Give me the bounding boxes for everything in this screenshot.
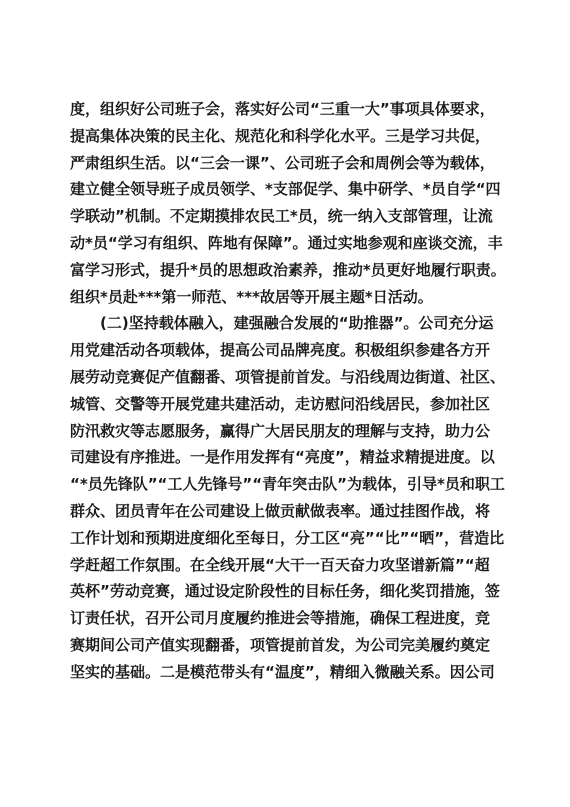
text-line: 学联动”机制。不定期摸排农民工*员，统一纳入支部管理，让流	[70, 207, 493, 226]
text-line: 动*员“学习有组织、阵地有保障”。通过实地参观和座谈交流，丰	[70, 233, 503, 252]
text-line: 富学习形式，提升*员的思想政治素养，推动*员更好地履行职责。	[70, 260, 506, 279]
text-line: 度，组织好公司班子会，落实好公司“三重一大”事项具体要求，	[70, 100, 495, 118]
text-line: 城管、交警等开展党建共建活动，走访慰问沿线居民，参加社区	[70, 394, 491, 413]
text-line: 组织*员赴***第一师范、***故居等开展主题*日活动。	[70, 287, 433, 306]
text-line: 展劳动竞赛促产值翻番、项管提前首发。与沿线周边街道、社区、	[70, 367, 506, 386]
text-line: 司建设有序推进。一是作用发挥有“亮度”，精益求精提进度。以	[70, 448, 495, 467]
section-heading-line: (二)坚持载体融入，建强融合发展的“助推器”。公司充分运	[100, 314, 494, 333]
text-line: 赛期间公司产值实现翻番，项管提前首发，为公司完美履约奠定	[70, 635, 491, 654]
text-line: “*员先锋队”“工人先锋号”“青年突击队”为载体，引导*员和职工	[70, 475, 505, 494]
text-line: 群众、团员青年在公司建设上做贡献做表率。通过挂图作战，将	[70, 501, 491, 520]
text-line: 学赶超工作氛围。在全线开展“大干一百天奋力攻坚谱新篇”“超	[70, 555, 490, 574]
text-line: 建立健全领导班子成员领学、*支部促学、集中研学、*员自学“四	[70, 180, 501, 199]
text-line: 严肃组织生活。以“三会一课”、公司班子会和周例会等为载体，	[70, 153, 495, 172]
text-line: 坚实的基础。二是模范带头有“温度”，精细入微融关系。因公司	[70, 662, 495, 681]
text-line: 用党建活动各项载体，提高公司品牌亮度。积极组织参建各方开	[70, 341, 491, 360]
text-line: 工作计划和预期进度细化至每日，分工区“亮”“比”“晒”，营造比	[70, 528, 505, 547]
document-body	[70, 96, 504, 686]
text-line: 防汛救灾等志愿服务，赢得广大居民朋友的理解与支持，助力公	[70, 421, 491, 440]
text-line: 订责任状，召开公司月度履约推进会等措施，确保工程进度，竞	[70, 609, 491, 628]
text-line: 提高集体决策的民主化、规范化和科学化水平。三是学习共促，	[70, 126, 491, 145]
text-line: 英杯”劳动竞赛，通过设定阶段性的目标任务，细化奖罚措施，签	[70, 582, 500, 601]
